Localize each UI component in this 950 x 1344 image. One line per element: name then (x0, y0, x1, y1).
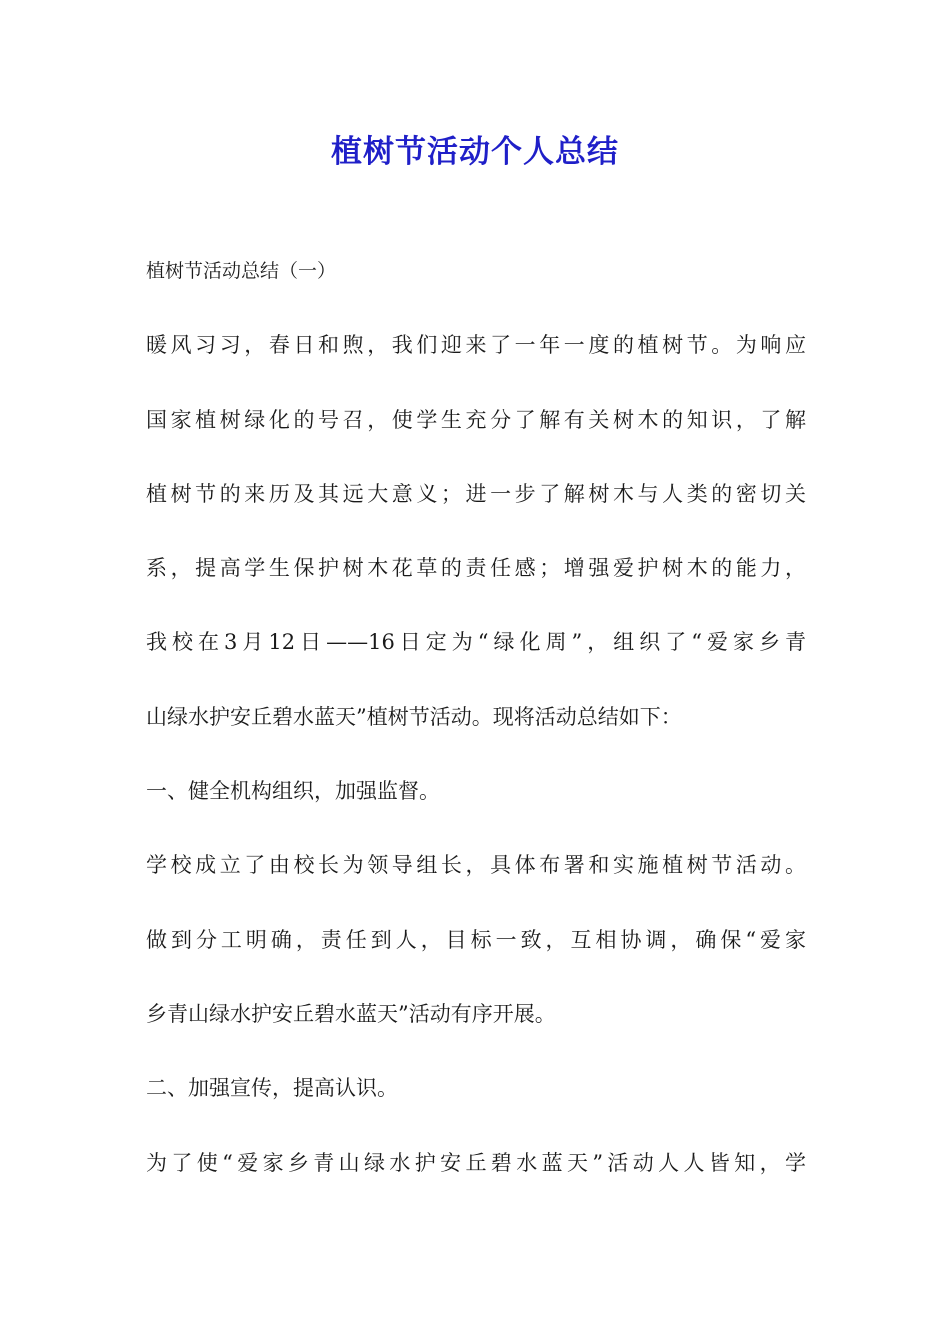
paragraph-line: 做到分工明确，责任到人，目标一致，互相协调，确保“爱家 (146, 927, 806, 952)
paragraph-line: 为了使“爱家乡青山绿水护安丘碧水蓝天”活动人人皆知，学 (146, 1150, 806, 1175)
document-title: 植树节活动个人总结 (331, 134, 619, 170)
paragraph-line: 国家植树绿化的号召，使学生充分了解有关树木的知识，了解 (146, 407, 806, 432)
paragraph-line: 植树节的来历及其远大意义；进一步了解树木与人类的密切关 (146, 481, 806, 506)
paragraph-line: 我校在3月12日——16日定为“绿化周”，组织了“爱家乡青 (146, 630, 806, 655)
paragraph-line: 学校成立了由校长为领导组长，具体布署和实施植树节活动。 (146, 853, 806, 878)
paragraph-line: 系，提高学生保护树木花草的责任感；增强爱护树木的能力， (146, 556, 806, 581)
paragraph-line: 暖风习习，春日和煦，我们迎来了一年一度的植树节。为响应 (146, 333, 806, 358)
section-heading: 二、加强宣传，提高认识。 (146, 1076, 398, 1101)
section-heading: 植树节活动总结（一） (146, 260, 337, 282)
document-body (146, 234, 806, 1200)
paragraph-line: 乡青山绿水护安丘碧水蓝天”活动有序开展。 (146, 1001, 556, 1026)
paragraph-line: 山绿水护安丘碧水蓝天”植树节活动。现将活动总结如下： (146, 704, 682, 729)
section-heading: 一、健全机构组织，加强监督。 (146, 779, 440, 804)
